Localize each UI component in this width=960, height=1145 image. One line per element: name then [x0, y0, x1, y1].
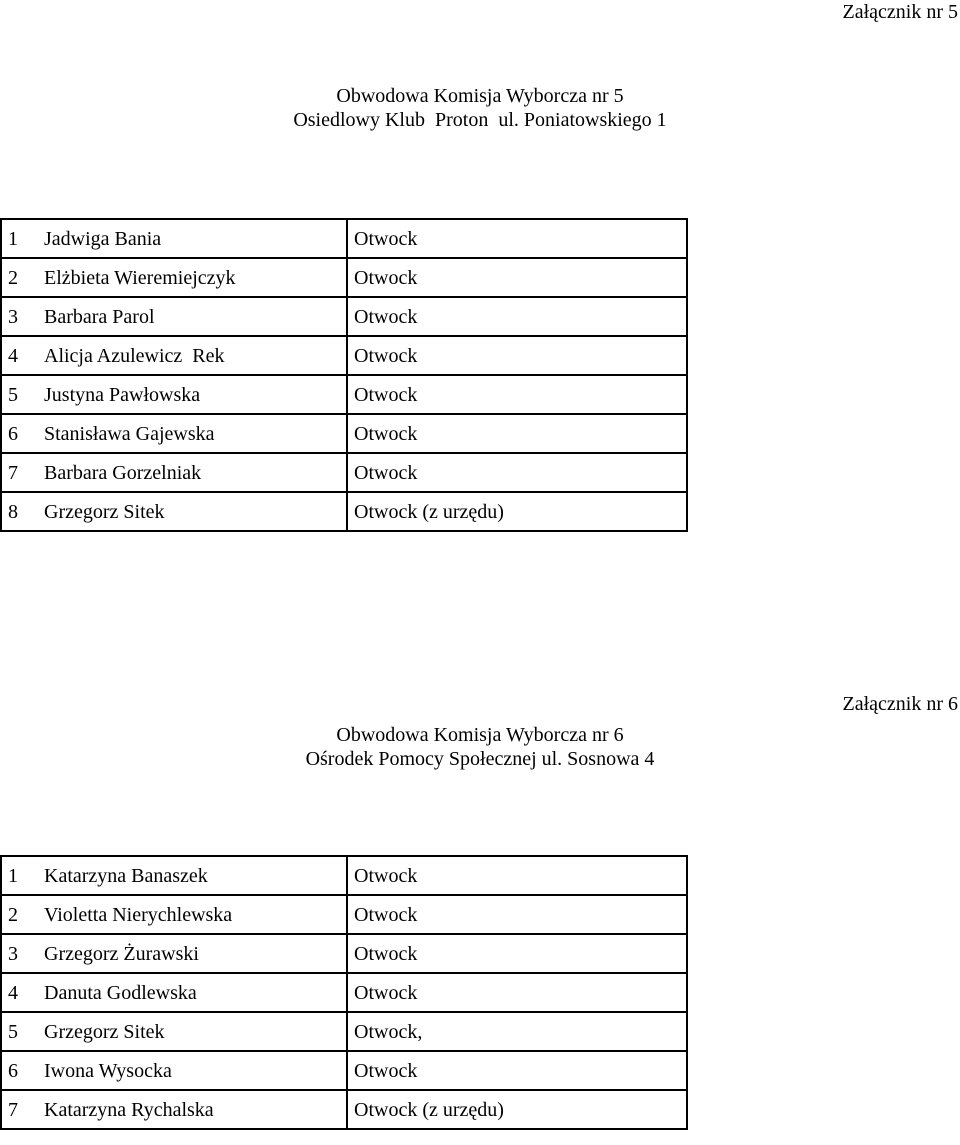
member-name-cell — [1, 219, 347, 258]
member-name: Violetta Nierychlewska — [44, 903, 233, 926]
annex-label-6: Załącznik nr 6 — [842, 693, 958, 715]
table-row — [1, 219, 687, 258]
member-name: Stanisława Gajewska — [44, 422, 215, 445]
member-name-cell — [1, 973, 347, 1012]
table-row — [1, 895, 687, 934]
table-row — [1, 375, 687, 414]
member-place: Otwock (z urzędu) — [347, 492, 687, 531]
member-name-cell — [1, 336, 347, 375]
member-number: 3 — [8, 305, 18, 328]
member-number: 2 — [8, 266, 18, 289]
member-number: 5 — [8, 1020, 18, 1043]
member-name-cell — [1, 1090, 347, 1129]
member-place: Otwock — [347, 297, 687, 336]
member-number: 4 — [8, 344, 18, 367]
member-name: Grzegorz Sitek — [44, 500, 165, 523]
member-number: 5 — [8, 383, 18, 406]
member-name-cell — [1, 895, 347, 934]
members-table-6 — [0, 855, 688, 1130]
table-row — [1, 1051, 687, 1090]
member-place: Otwock — [347, 336, 687, 375]
member-number: 1 — [8, 227, 18, 250]
member-name: Grzegorz Żurawski — [44, 942, 199, 965]
member-place: Otwock, — [347, 1012, 687, 1051]
member-name-cell — [1, 453, 347, 492]
member-name-cell — [1, 856, 347, 895]
member-name-cell — [1, 297, 347, 336]
table-row — [1, 336, 687, 375]
member-number: 7 — [8, 461, 18, 484]
member-name-cell — [1, 414, 347, 453]
member-place: Otwock — [347, 895, 687, 934]
member-name: Danuta Godlewska — [44, 981, 197, 1004]
member-place: Otwock (z urzędu) — [347, 1090, 687, 1129]
member-name-cell — [1, 375, 347, 414]
member-place: Otwock — [347, 258, 687, 297]
member-name-cell — [1, 1051, 347, 1090]
committee-title-6: Obwodowa Komisja Wyborcza nr 6 — [336, 724, 624, 746]
member-place: Otwock — [347, 934, 687, 973]
member-place: Otwock — [347, 414, 687, 453]
member-name: Elżbieta Wieremiejczyk — [44, 266, 236, 289]
table-row — [1, 492, 687, 531]
member-name: Alicja Azulewicz Rek — [44, 344, 225, 367]
table-row — [1, 1012, 687, 1051]
member-name: Barbara Parol — [44, 305, 155, 328]
member-name-cell — [1, 492, 347, 531]
member-name: Jadwiga Bania — [44, 227, 162, 250]
table-row — [1, 934, 687, 973]
member-name: Katarzyna Banaszek — [44, 864, 208, 887]
table-row — [1, 1090, 687, 1129]
member-name-cell — [1, 258, 347, 297]
member-number: 8 — [8, 500, 18, 523]
member-number: 4 — [8, 981, 18, 1004]
table-row — [1, 414, 687, 453]
member-place: Otwock — [347, 375, 687, 414]
committee-title-5: Obwodowa Komisja Wyborcza nr 5 — [336, 85, 624, 107]
table-row — [1, 453, 687, 492]
members-table-5 — [0, 218, 688, 532]
member-place: Otwock — [347, 453, 687, 492]
member-number: 6 — [8, 422, 18, 445]
table-row — [1, 973, 687, 1012]
committee-location-5: Osiedlowy Klub Proton ul. Poniatowskiego 1 — [293, 109, 667, 131]
member-number: 3 — [8, 942, 18, 965]
member-number: 6 — [8, 1059, 18, 1082]
member-name: Katarzyna Rychalska — [44, 1098, 214, 1121]
table-row — [1, 258, 687, 297]
member-number: 2 — [8, 903, 18, 926]
member-place: Otwock — [347, 973, 687, 1012]
table-row — [1, 297, 687, 336]
member-name: Iwona Wysocka — [44, 1059, 172, 1082]
member-name-cell — [1, 1012, 347, 1051]
member-place: Otwock — [347, 856, 687, 895]
member-name-cell — [1, 934, 347, 973]
member-number: 7 — [8, 1098, 18, 1121]
member-name: Justyna Pawłowska — [44, 383, 201, 406]
member-name: Barbara Gorzelniak — [44, 461, 202, 484]
member-place: Otwock — [347, 1051, 687, 1090]
member-place: Otwock — [347, 219, 687, 258]
member-name: Grzegorz Sitek — [44, 1020, 165, 1043]
annex-label-5: Załącznik nr 5 — [842, 1, 958, 23]
table-row — [1, 856, 687, 895]
member-number: 1 — [8, 864, 18, 887]
committee-location-6: Ośrodek Pomocy Społecznej ul. Sosnowa 4 — [305, 748, 655, 770]
